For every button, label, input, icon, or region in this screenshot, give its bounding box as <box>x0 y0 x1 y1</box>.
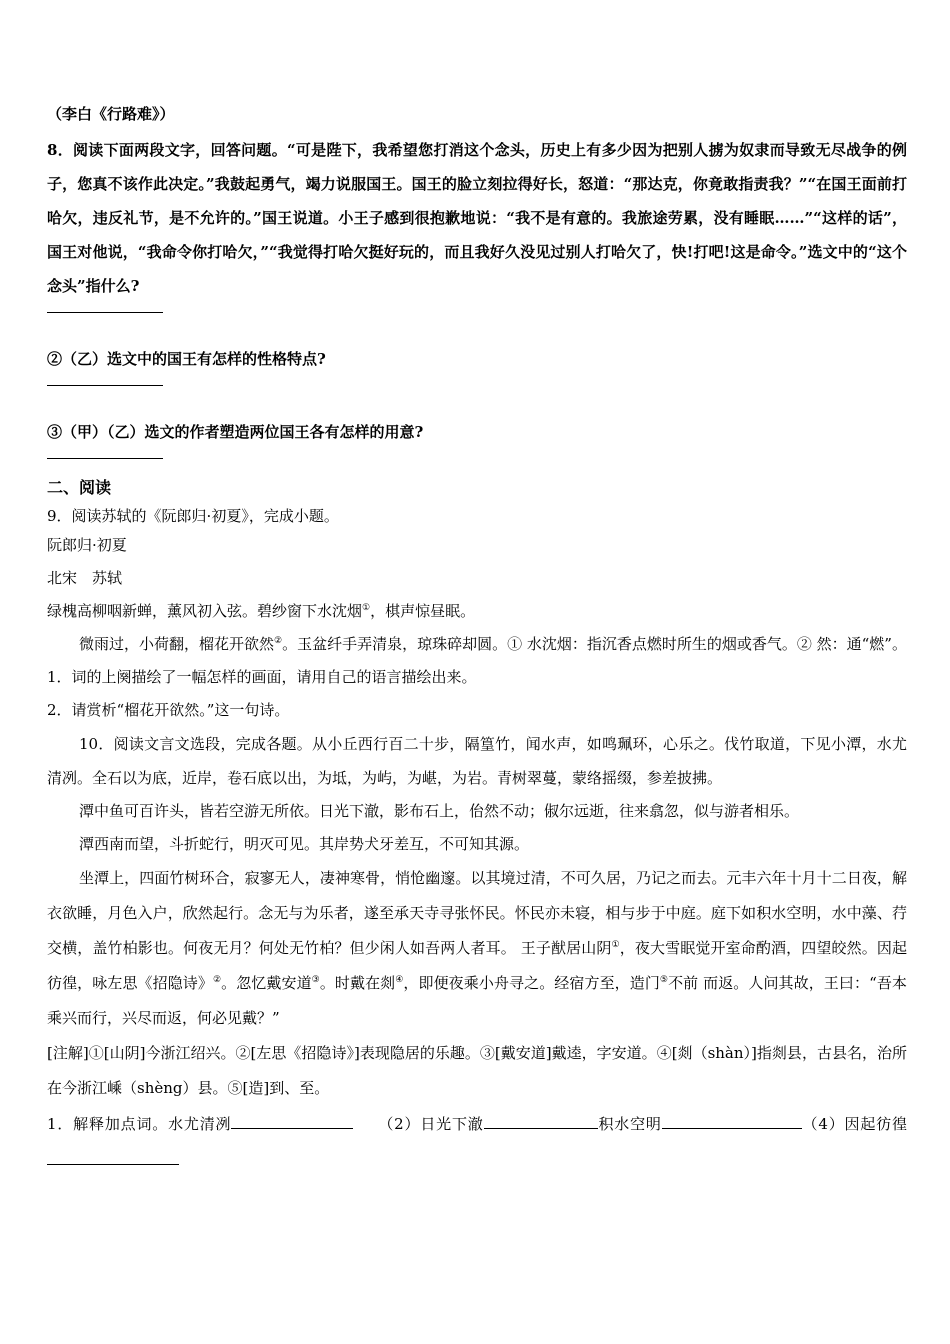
question-9-sub1: 1．词的上阕描绘了一幅怎样的画面，请用自己的语言描绘出来。 <box>47 668 477 686</box>
annotation-notes: [注解]①[山阴]今浙江绍兴。②[左思《招隐诗》]表现隐居的乐趣。③[戴安道]戴逵，字安道。④[剡（shàn）]指剡县，古县名，治所在今浙江嵊（shèng）县。⑤[造]到、至。 <box>47 1044 907 1097</box>
poem-title: 阮郎归·初夏 <box>47 536 127 554</box>
question-9-sub2: 2．请赏析“榴花开欲然。”这一句诗。 <box>47 701 290 719</box>
footnote-marker: ④ <box>395 975 404 985</box>
poem-author: 北宋 苏轼 <box>47 569 123 587</box>
question-10-para2: 潭中鱼可百许头，皆若空游无所依。日光下澈，影布石上，佁然不动；俶尔远逝，往来翕忽，似与游者相乐。 <box>79 802 800 820</box>
question-8-stem: 8．阅读下面两段文字，回答问题。“可是陛下，我希望您打消这个念头，历史上有多少因为把别人掳为奴隶而导致无尽战争的例子，您真不该作此决定。”我鼓起勇气，竭力说服国王。国王的脸立刻拉得好长，怒道：“那达克，你竟敢指责我？”“在国王面前打哈欠，违反礼节，是不允许的。”国王说道。小王子感到很抱歉地说：“我不是有意的。我旅途劳累，没有睡眠……”“这样的话”，国王对他说，“我命令你打哈欠，”“我觉得打哈欠挺好玩的，而且我好久没见过别人打哈欠了，快!打吧!这是命令。”选文中的“这个念头”指什么? <box>47 141 907 295</box>
question-8-sub2: ②（乙）选文中的国王有怎样的性格特点? <box>47 350 326 368</box>
poem-stanza-1 <box>47 595 907 628</box>
poem-text: 绿槐高柳咽新蝉，薰风初入弦。碧纱窗下水沈烟 <box>47 602 363 620</box>
answer-blank[interactable] <box>47 311 163 313</box>
document-page <box>47 98 907 1178</box>
prompt-text: 积水空明 <box>597 1115 662 1133</box>
poem-text: 微雨过，小荷翻，榴花开欲然 <box>79 635 275 653</box>
prose-text: 。时戴在剡 <box>319 974 396 992</box>
answer-blank[interactable] <box>47 384 163 386</box>
prose-text: ，即便夜乘小舟寻之。经宿方至，造门 <box>403 974 660 992</box>
footnote-marker: ② <box>212 975 222 985</box>
prose-text: 不前 而返。人问其故，王曰：“吾本乘兴而行，兴尽而返，何必见戴？” <box>47 974 907 1027</box>
poem-source: （李白《行路难》） <box>47 105 175 123</box>
footnote-marker: ② <box>274 636 283 646</box>
footnote-marker: ⑤ <box>659 975 669 985</box>
footnote-marker: ③ <box>311 975 320 985</box>
poem-text: ，棋声惊昼眠。 <box>370 602 476 620</box>
question-8-sub3: ③（甲）（乙）选文的作者塑造两位国王各有怎样的用意? <box>47 423 424 441</box>
question-9-stem: 9．阅读苏轼的《阮郎归·初夏》，完成小题。 <box>47 507 339 525</box>
prose-text: 。忽忆戴安道 <box>221 974 312 992</box>
question-10-para4 <box>47 861 907 1036</box>
prose-text: 坐潭上，四面竹树环合，寂寥无人，凄神寒骨，悄怆幽邃。以其境过清，不可久居，乃记之而去。元丰六年十月十二日夜，解衣欲睡，月色入户，欣然起行。念无与为乐者，遂至承天寺寻张怀民。怀民亦未寝，相与步于中庭。庭下如积水空明，水中藻、荇交横，盖竹柏影也。何夜无月？何处无竹柏？但少闲人如吾两人者耳。 王子猷居山阴 <box>47 869 907 957</box>
answer-blank[interactable] <box>484 1112 598 1129</box>
prose-text: ，夜大雪眠觉开室命酌酒，四望皎然。因起彷徨，咏左思《招隐诗》 <box>47 939 907 992</box>
footnote-marker: ① <box>362 603 371 613</box>
footnote-marker: ① <box>611 940 620 950</box>
question-10-para3: 潭西南而望，斗折蛇行，明灭可见。其岸势犬牙差互，不可知其源。 <box>79 835 530 853</box>
prompt-text: 1．解释加点词。水尤清冽 <box>47 1115 232 1133</box>
question-10-para1: 10．阅读文言文选段，完成各题。从小丘西行百二十步，隔篁竹，闻水声，如鸣珮环，心乐之。伐竹取道，下见小潭，水尤清冽。全石以为底，近岸，卷石底以出，为坻，为屿，为嵁，为岩。青树翠蔓，蒙络摇缀，参差披拂。 <box>47 735 907 787</box>
answer-blank[interactable] <box>47 1148 179 1165</box>
answer-blank[interactable] <box>662 1112 802 1129</box>
answer-blank[interactable] <box>47 457 163 459</box>
answer-blank[interactable] <box>231 1112 353 1129</box>
prompt-text: （2）日光下澈 <box>385 1115 484 1133</box>
section-heading: 二、阅读 <box>47 478 112 497</box>
poem-stanza-2 <box>47 628 907 661</box>
prompt-text: （4）因起彷徨 <box>801 1115 907 1133</box>
question-10-sub1 <box>47 1106 907 1178</box>
poem-text: 。玉盆纤手弄清泉，琼珠碎却圆。① 水沈烟：指沉香点燃时所生的烟或香气。② 然：通“燃”。 <box>282 635 907 653</box>
